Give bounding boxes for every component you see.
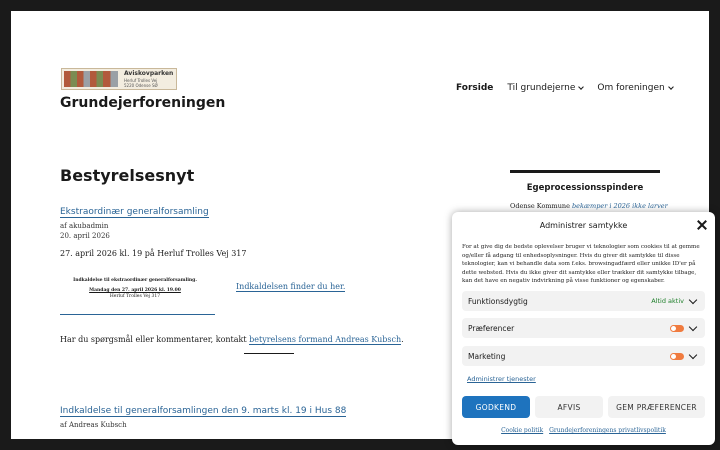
contact-prefix: Har du spørgsmål eller kommentarer, kontakt: [60, 335, 250, 344]
logo-text-line3: 5220 Odense SØ: [124, 83, 158, 88]
chevron-down-icon[interactable]: [689, 295, 697, 303]
category-label: Præferencer: [468, 323, 515, 333]
consent-footer-links: [452, 427, 715, 434]
thumbnail-line1: Indkaldelse til ekstraordinær generalforsamling.: [73, 278, 197, 283]
preferences-toggle[interactable]: [670, 325, 684, 332]
chevron-down-icon: [668, 84, 674, 90]
post-date: 20. april 2026: [60, 232, 110, 240]
consent-title: Administrer samtykke: [539, 221, 628, 230]
consent-category-functional[interactable]: [462, 291, 705, 311]
main-nav: [456, 83, 673, 93]
close-icon[interactable]: [697, 220, 707, 230]
save-preferences-button[interactable]: GEM PRÆFERENCER: [608, 396, 705, 418]
post: [60, 185, 404, 354]
chevron-down-icon[interactable]: [689, 322, 697, 330]
nav-item-label: Forside: [456, 83, 494, 93]
post-author: af akubadmin: [60, 222, 109, 230]
thumbnail-line3: Herluf Trolles Vej 317: [109, 294, 161, 299]
page-title: Bestyrelsesnyt: [60, 166, 195, 185]
widget-link[interactable]: bekæmper i 2026 ikke larver: [571, 202, 668, 210]
divider: [244, 353, 294, 354]
privacy-policy-link[interactable]: Grundejerforeningens privatlivspolitik: [549, 427, 666, 434]
thumbnail-line2: Mandag den 27. april 2026 kl. 19.00: [89, 288, 181, 293]
invitation-row: [60, 278, 400, 306]
consent-dialog: [452, 212, 715, 445]
accept-button[interactable]: GODKEND: [462, 396, 530, 418]
logo-text-line1: Aviskovparken: [124, 70, 174, 77]
nav-item-label: Om foreningen: [597, 83, 665, 93]
post-author: af Andreas Kubsch: [60, 421, 127, 429]
post: [60, 398, 400, 430]
logo-text-line2: Herluf Trolles Vej: [124, 78, 158, 83]
nav-item-om-foreningen[interactable]: [597, 83, 672, 93]
manage-services-link[interactable]: Administrer tjenester: [467, 375, 536, 383]
contact-text: [60, 335, 404, 344]
cookie-policy-link[interactable]: Cookie politik: [501, 427, 544, 434]
nav-item-forside[interactable]: [456, 83, 493, 93]
widget-text: [510, 202, 668, 210]
main-content: [60, 166, 404, 430]
always-active-badge: Altid aktiv: [651, 297, 684, 305]
consent-category-marketing[interactable]: [462, 346, 705, 366]
consent-category-preferences[interactable]: [462, 318, 705, 338]
category-label: Marketing: [468, 351, 506, 361]
widget-title: Egeprocessionsspindere: [526, 183, 644, 193]
nav-item-label: Til grundejerne: [507, 83, 576, 93]
category-label: Funktionsdygtig: [468, 296, 528, 306]
nav-item-til-grundejerne[interactable]: [507, 83, 583, 93]
site-title[interactable]: Grundejerforeningen: [60, 95, 226, 111]
post-title-link[interactable]: Ekstraordinær generalforsamling: [60, 207, 209, 217]
divider: [60, 314, 215, 315]
contact-suffix: .: [401, 335, 404, 344]
invitation-link[interactable]: Indkaldelsen finder du her.: [236, 282, 346, 291]
chairman-link[interactable]: betyrelsens formand Andreas Kubsch: [249, 335, 402, 344]
widget-text-prefix: Odense Kommune: [510, 202, 572, 210]
site-logo[interactable]: [61, 68, 177, 90]
invitation-thumbnail[interactable]: [70, 278, 200, 300]
chevron-down-icon: [579, 84, 585, 90]
marketing-toggle[interactable]: [670, 353, 684, 360]
consent-description: For at give dig de bedste oplevelser bruger vi teknologier som cookies til at gemme og/eller få adgang til enhedsoplysninger. Hvis du giver dit samtykke til disse teknologier, kan vi behandle data som f.eks. browsingadfærd eller unikke ID'er på dette websted. Hvis du ikke giver dit samtykke eller trækker dit samtykke tilbage, kan det have en negativ indvirkning på visse funktioner og egenskaber.: [462, 244, 700, 284]
logo-houses-image: [64, 71, 118, 87]
post-body: 27. april 2026 kl. 19 på Herluf Trolles Vej 317: [60, 249, 247, 258]
post-title-link[interactable]: Indkaldelse til generalforsamlingen den 9. marts kl. 19 i Hus 88: [60, 406, 347, 416]
chevron-down-icon[interactable]: [689, 350, 697, 358]
deny-button[interactable]: AFVIS: [535, 396, 603, 418]
sidebar-widget: [510, 170, 668, 210]
